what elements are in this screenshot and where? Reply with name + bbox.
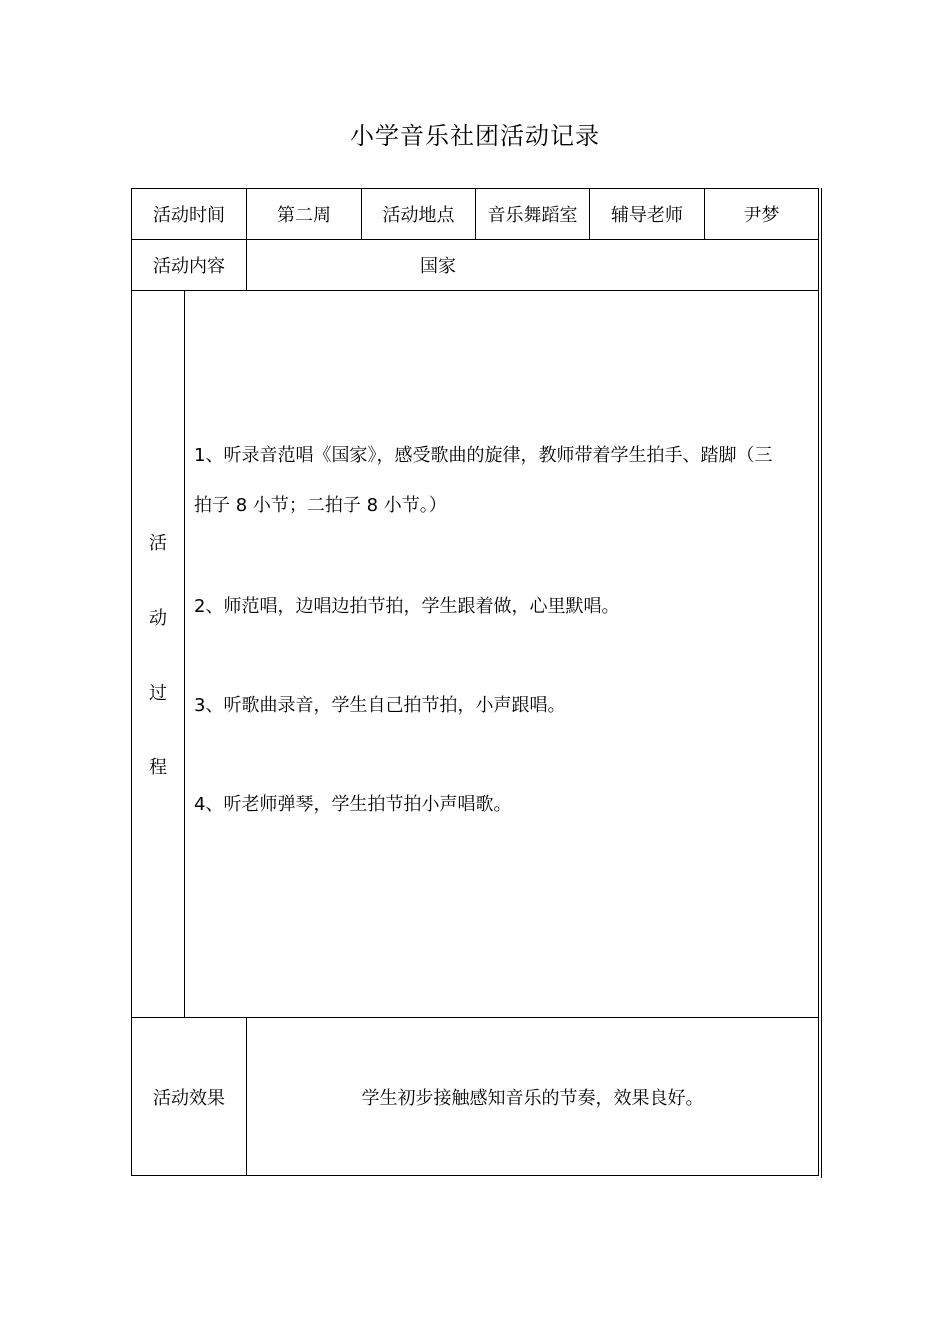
process-step: 2、师范唱，边唱边拍节拍，学生跟着做，心里默唱。 [194, 596, 620, 617]
process-step: 4、听老师弹琴，学生拍节拍小声唱歌。 [194, 794, 512, 815]
content-label: 活动内容 [153, 256, 225, 277]
process-step: 1、听录音范唱《国家》，感受歌曲的旋律，教师带着学生拍手、踏脚（三 [194, 445, 773, 466]
place-label: 活动地点 [382, 205, 455, 226]
page-title: 小学音乐社团活动记录 [350, 122, 600, 150]
process-label-char: 程 [149, 757, 167, 778]
effect-label: 活动效果 [153, 1087, 225, 1109]
time-value: 第二周 [277, 205, 331, 226]
col-divider [184, 290, 185, 1017]
row-divider-2 [132, 290, 818, 291]
process-label-char: 活 [149, 533, 167, 554]
process-step: 3、听歌曲录音，学生自己拍节拍，小声跟唱。 [194, 695, 566, 716]
content-value: 国家 [420, 256, 456, 277]
time-label: 活动时间 [153, 205, 225, 226]
process-step: 拍子 8 小节；二拍子 8 小节。） [194, 495, 447, 516]
process-label-char: 动 [149, 608, 167, 629]
teacher-value: 尹梦 [743, 205, 780, 226]
teacher-label: 辅导老师 [611, 205, 683, 226]
effect-value: 学生初步接触感知音乐的节奏，效果良好。 [361, 1087, 704, 1109]
activity-record-table [131, 188, 819, 1176]
process-label-char: 过 [149, 683, 167, 704]
place-value: 音乐舞蹈室 [487, 205, 578, 226]
